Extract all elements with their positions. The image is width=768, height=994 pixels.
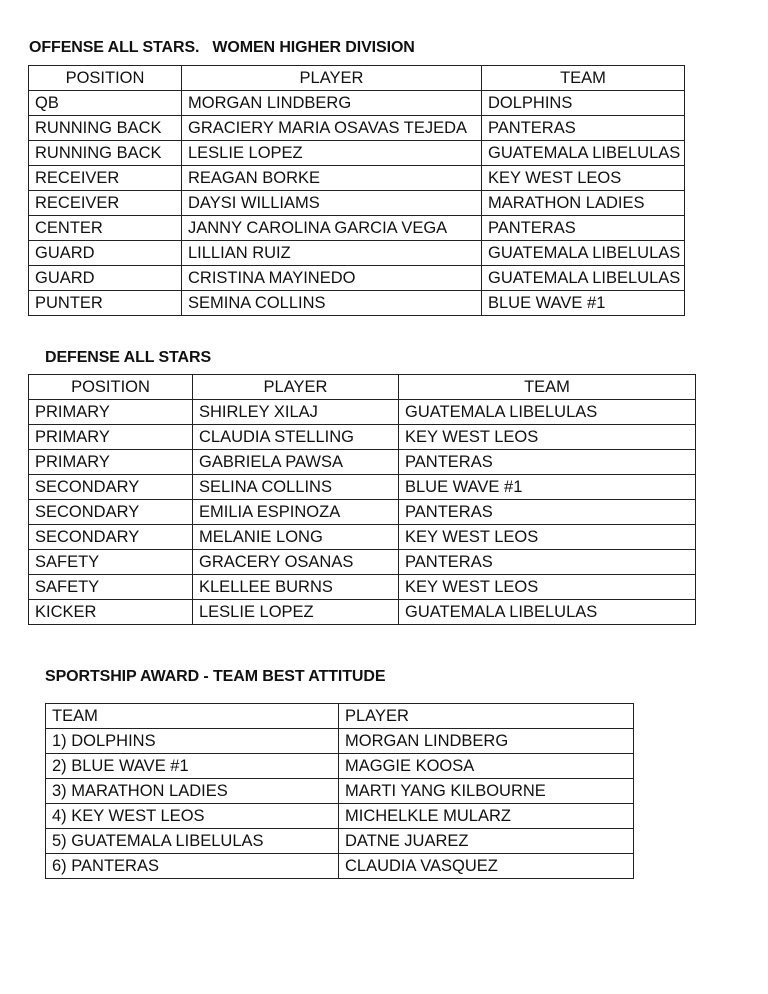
player-cell: DAYSI WILLIAMS (182, 191, 482, 216)
column-header-player: PLAYER (193, 375, 399, 400)
table-row (29, 91, 685, 116)
position-cell: PRIMARY (29, 450, 193, 475)
team-cell: PANTERAS (482, 216, 685, 241)
defense-table-body (29, 400, 696, 625)
team-cell: DOLPHINS (482, 91, 685, 116)
column-header-player: PLAYER (339, 704, 634, 729)
team-cell: GUATEMALA LIBELULAS (482, 241, 685, 266)
column-header-player: PLAYER (182, 66, 482, 91)
player-cell: CRISTINA MAYINEDO (182, 266, 482, 291)
team-cell: BLUE WAVE #1 (482, 291, 685, 316)
table-header-row (29, 66, 685, 91)
table-header-row (46, 704, 634, 729)
team-cell: 2) BLUE WAVE #1 (46, 754, 339, 779)
position-cell: SECONDARY (29, 475, 193, 500)
table-header-row (29, 375, 696, 400)
defense-table (28, 374, 696, 625)
team-cell: KEY WEST LEOS (399, 525, 696, 550)
offense-table (28, 65, 685, 316)
position-cell: KICKER (29, 600, 193, 625)
team-cell: KEY WEST LEOS (482, 166, 685, 191)
player-cell: GABRIELA PAWSA (193, 450, 399, 475)
player-cell: MAGGIE KOOSA (339, 754, 634, 779)
player-cell: SEMINA COLLINS (182, 291, 482, 316)
table-row (29, 116, 685, 141)
player-cell: LILLIAN RUIZ (182, 241, 482, 266)
table-row (29, 400, 696, 425)
team-cell: KEY WEST LEOS (399, 575, 696, 600)
table-row (46, 779, 634, 804)
player-cell: LESLIE LOPEZ (182, 141, 482, 166)
player-cell: CLAUDIA VASQUEZ (339, 854, 634, 879)
team-cell: 6) PANTERAS (46, 854, 339, 879)
table-row (29, 450, 696, 475)
position-cell: PRIMARY (29, 400, 193, 425)
table-row (29, 266, 685, 291)
position-cell: PUNTER (29, 291, 182, 316)
table-row (29, 600, 696, 625)
player-cell: MORGAN LINDBERG (182, 91, 482, 116)
table-row (29, 166, 685, 191)
team-cell: 4) KEY WEST LEOS (46, 804, 339, 829)
team-cell: 1) DOLPHINS (46, 729, 339, 754)
position-cell: PRIMARY (29, 425, 193, 450)
position-cell: SAFETY (29, 575, 193, 600)
player-cell: JANNY CAROLINA GARCIA VEGA (182, 216, 482, 241)
team-cell: KEY WEST LEOS (399, 425, 696, 450)
offense-table-body (29, 91, 685, 316)
team-cell: PANTERAS (399, 450, 696, 475)
player-cell: CLAUDIA STELLING (193, 425, 399, 450)
table-row (29, 425, 696, 450)
position-cell: CENTER (29, 216, 182, 241)
team-cell: PANTERAS (482, 116, 685, 141)
table-row (29, 475, 696, 500)
column-header-team: TEAM (482, 66, 685, 91)
team-cell: GUATEMALA LIBELULAS (482, 266, 685, 291)
team-cell: GUATEMALA LIBELULAS (482, 141, 685, 166)
player-cell: SHIRLEY XILAJ (193, 400, 399, 425)
player-cell: SELINA COLLINS (193, 475, 399, 500)
player-cell: KLELLEE BURNS (193, 575, 399, 600)
position-cell: RUNNING BACK (29, 141, 182, 166)
position-cell: RECEIVER (29, 166, 182, 191)
sportship-title: SPORTSHIP AWARD - TEAM BEST ATTITUDE (45, 668, 386, 685)
position-cell: SECONDARY (29, 500, 193, 525)
team-cell: MARATHON LADIES (482, 191, 685, 216)
sportship-table-body (46, 729, 634, 879)
player-cell: MORGAN LINDBERG (339, 729, 634, 754)
position-cell: QB (29, 91, 182, 116)
table-row (29, 575, 696, 600)
player-cell: GRACIERY MARIA OSAVAS TEJEDA (182, 116, 482, 141)
player-cell: MARTI YANG KILBOURNE (339, 779, 634, 804)
table-row (29, 241, 685, 266)
position-cell: RUNNING BACK (29, 116, 182, 141)
table-row (29, 291, 685, 316)
table-row (29, 500, 696, 525)
table-row (29, 216, 685, 241)
offense-title: OFFENSE ALL STARS. WOMEN HIGHER DIVISION (29, 39, 415, 56)
position-cell: GUARD (29, 266, 182, 291)
team-cell: 5) GUATEMALA LIBELULAS (46, 829, 339, 854)
position-cell: GUARD (29, 241, 182, 266)
position-cell: SECONDARY (29, 525, 193, 550)
position-cell: SAFETY (29, 550, 193, 575)
table-row (46, 754, 634, 779)
column-header-team: TEAM (46, 704, 339, 729)
team-cell: 3) MARATHON LADIES (46, 779, 339, 804)
table-row (29, 141, 685, 166)
column-header-team: TEAM (399, 375, 696, 400)
player-cell: LESLIE LOPEZ (193, 600, 399, 625)
team-cell: PANTERAS (399, 500, 696, 525)
sportship-table (45, 703, 634, 879)
player-cell: EMILIA ESPINOZA (193, 500, 399, 525)
player-cell: DATNE JUAREZ (339, 829, 634, 854)
player-cell: GRACERY OSANAS (193, 550, 399, 575)
table-row (46, 854, 634, 879)
position-cell: RECEIVER (29, 191, 182, 216)
table-row (29, 191, 685, 216)
team-cell: PANTERAS (399, 550, 696, 575)
player-cell: REAGAN BORKE (182, 166, 482, 191)
team-cell: BLUE WAVE #1 (399, 475, 696, 500)
player-cell: MELANIE LONG (193, 525, 399, 550)
table-row (29, 525, 696, 550)
defense-title: DEFENSE ALL STARS (45, 349, 212, 366)
team-cell: GUATEMALA LIBELULAS (399, 600, 696, 625)
team-cell: GUATEMALA LIBELULAS (399, 400, 696, 425)
table-row (46, 829, 634, 854)
table-row (46, 804, 634, 829)
table-row (46, 729, 634, 754)
column-header-position: POSITION (29, 66, 182, 91)
player-cell: MICHELKLE MULARZ (339, 804, 634, 829)
table-row (29, 550, 696, 575)
column-header-position: POSITION (29, 375, 193, 400)
